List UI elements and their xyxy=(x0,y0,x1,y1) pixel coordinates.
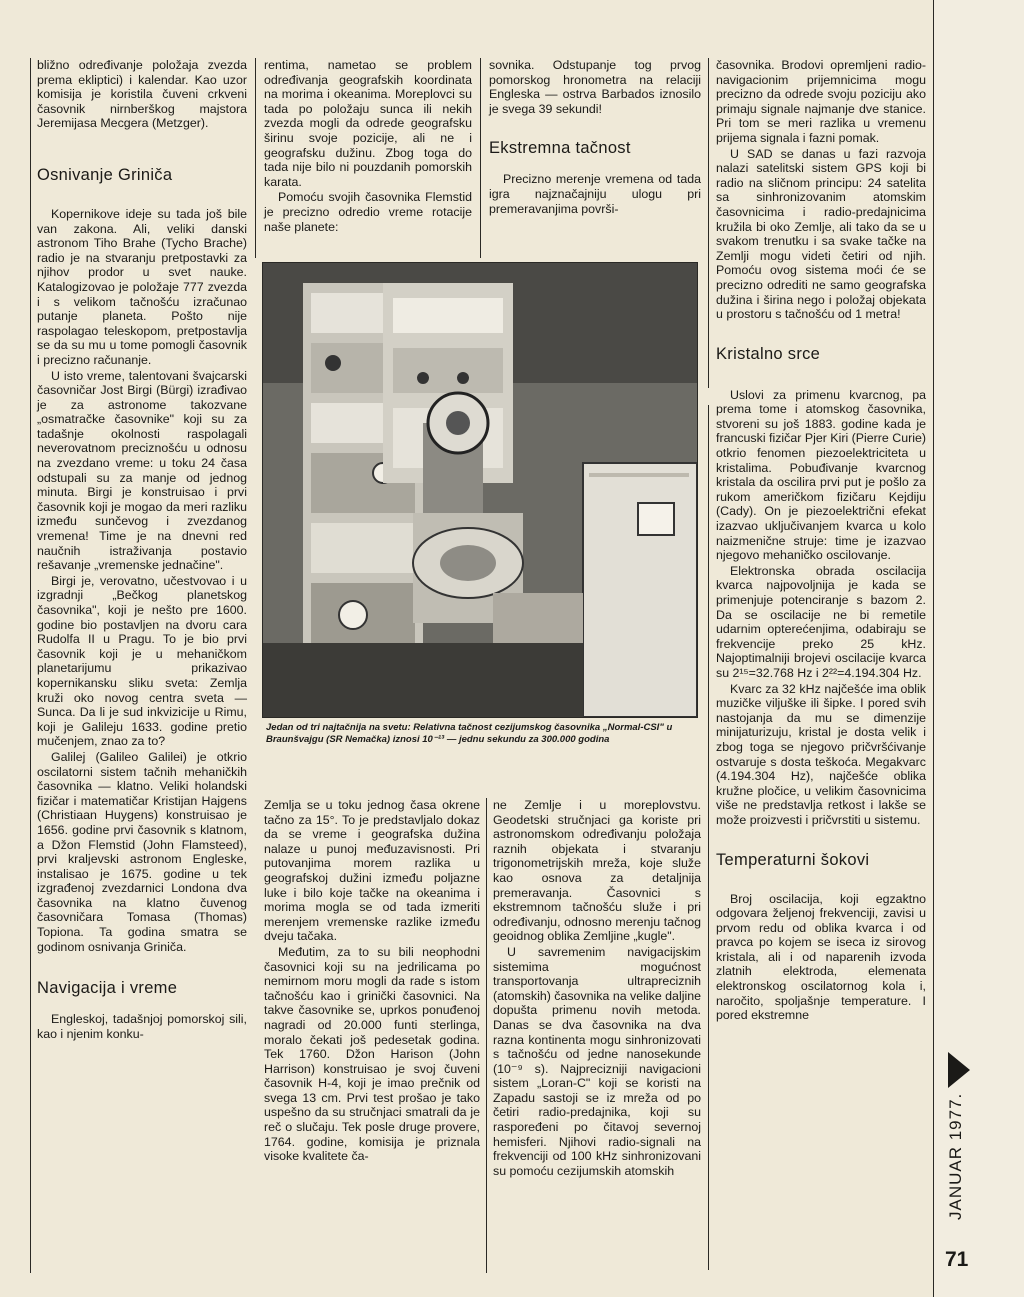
column-rule xyxy=(486,798,487,1273)
column-3-bottom xyxy=(493,798,701,1179)
paragraph: Birgi je, verovatno, učestvovao i u izgradnji „Bečkog planetskog časovnika", koji je nešto pre 1600. godine bio postavljen na dvoru cara Rudolfa II u Pragu. To je bio prvi časovnik koji je u mehaničkom planetarijumu prikazivao kopernikansku sliku sveta: Zemlja kruži oko novog centra sveta — Sunca. Da li je sud inkvizicije u Rimu, koji je Galileju 1633. godine pretio mučenjem, znao za to? xyxy=(37,573,247,749)
section-heading: Osnivanje Griniča xyxy=(37,165,173,184)
paragraph: Kopernikove ideje su tada još bile van zakona. Ali, veliki danski astronom Tiho Brahe (Tycho Brache) radio je na stvaranju pretpostavki za njihov prodor u svet nauke. Katalogizovao je položaje 777 zvezda i s velikom tačnošću izračunao putanje planeta. Pošto nije raspolagao teleskopom, pretpostavlja se da su mu u tome pomogli časovnik i precizno računanje. xyxy=(37,206,247,367)
page-number: 71 xyxy=(945,1248,969,1271)
paragraph: Međutim, za to su bili neophodni časovnici koji su na jedrilicama po nemirnom moru mogli da rade s istom tačnošću kao i grinički časovnici. Na takve časovnike se, uprkos ponuđenoj nagradi od 20.000 funti sterlinga, moralo čekati još pedesetak godina. Tek 1760. Džon Harison (John Harrison) konstruisao je svoj čuveni časovnik H-4, koji je imao prečnik od svega 13 cm. Prvi test prošao je tako uspešno da su stručnjaci smatrali da je reč o slučaju. Tek posle druge provere, 1764. godine, komisija je priznala visoke kvalitete ča- xyxy=(264,944,480,1164)
paragraph: Elektronska obrada oscilacija kvarca najpovoljnija je kada se primenjuje potenciranje s bazom 2. Da se oscilacije ne bi remetile udarnim opterećenjima, odabiraju se frekvencije preko 25 kHz. Najoptimalniji brojevi oscilacije kvarca su 2¹⁵=32.768 Hz i 2²²=4.194.304 Hz. xyxy=(716,563,926,680)
section-heading: Kristalno srce xyxy=(716,344,821,363)
column-2-bottom xyxy=(264,798,480,1165)
paragraph: Zemlja se u toku jednog časa okrene tačno za 15°. To je predstavljalo dokaz da se vreme i geografska dužina nalaze u punoj međuzavisnosti. Pri putovanjima morem razlika u geografskoj dužini između poljazne luke i bilo koje tačke na okeanima i morima mogla se od tada izmeriti merenjem vremenske razlike između dveju tačaka. xyxy=(264,798,480,944)
photo-caption: Jedan od tri najtačnija na svetu: Relativna tačnost cezijumskog časovnika „Normal-CSI" u Braunšvajgu (SR Nemačka) iznosi 10⁻¹³ — jednu sekundu za 300.000 godina xyxy=(266,722,673,745)
column-rule xyxy=(255,58,256,258)
paragraph: U isto vreme, talentovani švajcarski časovničar Jost Birgi (Bürgi) izrađivao je za astronome takozvane „osmatračke časovnike" koji su za tadašnje okolnosti raspolagali neverovatnom preciznošću u odnosu na zvezdano vreme: u toku 24 časa odstupali su za manje od jednog minuta. Birgi je konstruisao i prvi časovnik koji je mogao da meri razliku između sunčevog i zvezdanog vremena! Time je na dnevni red naučnih istraživanja postavio rešavanje „vremenske jednačine". xyxy=(37,368,247,573)
paragraph: ne Zemlje i u moreplovstvu. Geodetski stručnjaci ga koriste pri astronomskom određivanju položaja raznih objekata i stvaranju trigonometrijskih mreža, koje služe kao osnova za detaljnija premeravanja. Časovnici s ekstremnom tačnošću služe i pri određivanju, odnosno merenju tačnog geoidnog oblika Zemljine „kugle". xyxy=(493,798,701,944)
paragraph: Galilej (Galileo Galilei) je otkrio oscilatorni sistem tačnih mehaničkih časovnika — klatno. Veliki holandski fizičar i matematičar Kristijan Hajgens (Christiaan Huygens) konstruisao je 1656. godine prvi časovnik s klatnom, a Džon Flemstid (John Flamsteed), prvi kraljevski astronom Engleske, instalisao je 1675. godine u tek izgrađenoj zvezdarnici Londona dva časovnika na klatno čuvenog časovničara Tomasa (Thomas) Topiona. Ta godina smatra se godinom osnivanja Griniča. xyxy=(37,749,247,954)
paragraph: Broj oscilacija, koji egzaktno odgovara željenoj frekvenciji, zavisi u prvom redu od oblika kvarca i od pravca po kojem se iseca iz sirovog kristala, ali i od naparenih izvoda zlatnih elektroda, elemenata elektronskog oscilatornog kola i, naročito, spoljašnje temperature. I pored ekstremne xyxy=(716,891,926,1023)
paragraph: U savremenim navigacijskim sistemima mogućnost transportovanja ultrapreciznih (atomskih) časovnika na velike daljine dopušta primenu novih metoda. Danas se dva časovnika na dva razna kontinenta mogu sinhronizovati s tačnošću od jedne nanosekunde (10⁻⁹ s). Najprecizniji navigacioni sistem „Loran-C" koji se koristi na Zapadu sastoji se iz mreža od po četiri radio-predajnika, koji su raspoređeni po čitavoj severnoj hemisferi. Njihovi radio-signali na frekvenciji od 100 kHz sinhronizovani su pomoću cezijumskih atomskih xyxy=(493,944,701,1178)
paragraph: časovnika. Brodovi opremljeni radio-navigacionim prijemnicima mogu precizno da odrede svoju poziciju ako primaju signale najmanje dve stanice. Pri tom se meri razlika u vremenu prijema signala i fazni pomak. xyxy=(716,58,926,145)
column-rule xyxy=(708,58,709,388)
paragraph: U SAD se danas u fazi razvoja nalazi satelitski sistem GPS koji bi radio na sličnom principu: 24 satelita sa sinhronizovanim atomskim časovnicima i radio-predajnicima kružila bi oko Zemlje, ali tako da se u svakom trenutku i sa svake tačke na Zemlji mogu videti četiri od njih. Pomoću ovog sistema moći će se precizno odrediti ne samo geografska dužina i širina nego i položaj objekata u prostoru s tačnošću od 1 metra! xyxy=(716,146,926,322)
paragraph: Uslovi za primenu kvarcnog, pa prema tome i atomskog časovnika, stvoreni su još 1883. godine kada je francuski fizičar Pjer Kiri (Pierre Curie) otkrio fenomen piezoelektriciteta u kristalima. Pobuđivanje kvarcnog kristala da oscilira prvi put je pošlo za rukom američkom fizičaru Kejdiju (Cady). On je piezoelektrični efekat izazvao uključivanjem kvarca u kolo naizmenične struje: time je izazvao njegovo mehaničko oscilovanje. xyxy=(716,387,926,563)
column-rule xyxy=(480,58,481,258)
paragraph: sovnika. Odstupanje tog prvog pomorskog hronometra na relaciji Engleska — ostrva Barbados iznosilo je svega 39 sekundi! xyxy=(489,58,701,116)
column-1 xyxy=(37,58,247,1042)
paragraph: Precizno merenje vremena od tada igra najznačajniju ulogu pri premeravanjima površi- xyxy=(489,172,701,216)
paragraph: rentima, nametao se problem određivanja geografskih koordinata na morima i okeanima. Moreplovci su tada po položaju sunca ili nekih zvezda mogli da odrede geografsku širinu svoje pozicije, ali ne i geografsku dužinu. Zbog toga do tada nije bilo ni pouzdanih pomorskih karata. xyxy=(264,58,472,189)
column-rule xyxy=(30,58,31,1273)
section-heading: Navigacija i vreme xyxy=(37,979,178,998)
paragraph: Pomoću svojih časovnika Flemstid je precizno odredio vreme rotacije naše planete: xyxy=(264,190,472,234)
column-4 xyxy=(716,58,926,1024)
issue-date-label: JANUAR 1977. xyxy=(946,1092,965,1220)
section-heading: Temperaturni šokovi xyxy=(716,850,870,869)
column-2-top xyxy=(264,58,472,235)
paragraph: Kvarc za 32 kHz najčešće ima oblik muzičke viljuške ili šipke. I pored svih nastojanja da mu se dimenzije minijaturizuju, kristal je dosta velik i zbog toga se njegovo pričvršćivanje ostvaruje s dosta teškoća. Megakvarc (4.194.304 Hz), najčešće oblika kružne pločice, u velikim časovnicima više ne predstavlja retkost i lakše se može proizvesti i pričvrstiti u sistemu. xyxy=(716,681,926,827)
margin-rule xyxy=(933,0,934,1297)
column-rule xyxy=(708,405,709,1270)
column-3-top xyxy=(489,58,701,217)
paragraph: bližno određivanje položaja zvezda prema ekliptici) i kalendar. Kao uzor komisija je koristila čuveni crkveni časovnik nirnberškog majstora Jeremijasa Mecgera (Metzger). xyxy=(37,58,247,131)
cesium-clock-photo xyxy=(262,262,698,718)
section-heading: Ekstremna tačnost xyxy=(489,139,631,158)
lab-equipment-illustration xyxy=(263,263,697,717)
paragraph: Engleskoj, tadašnjoj pomorskoj sili, kao i njenim konku- xyxy=(37,1012,247,1041)
